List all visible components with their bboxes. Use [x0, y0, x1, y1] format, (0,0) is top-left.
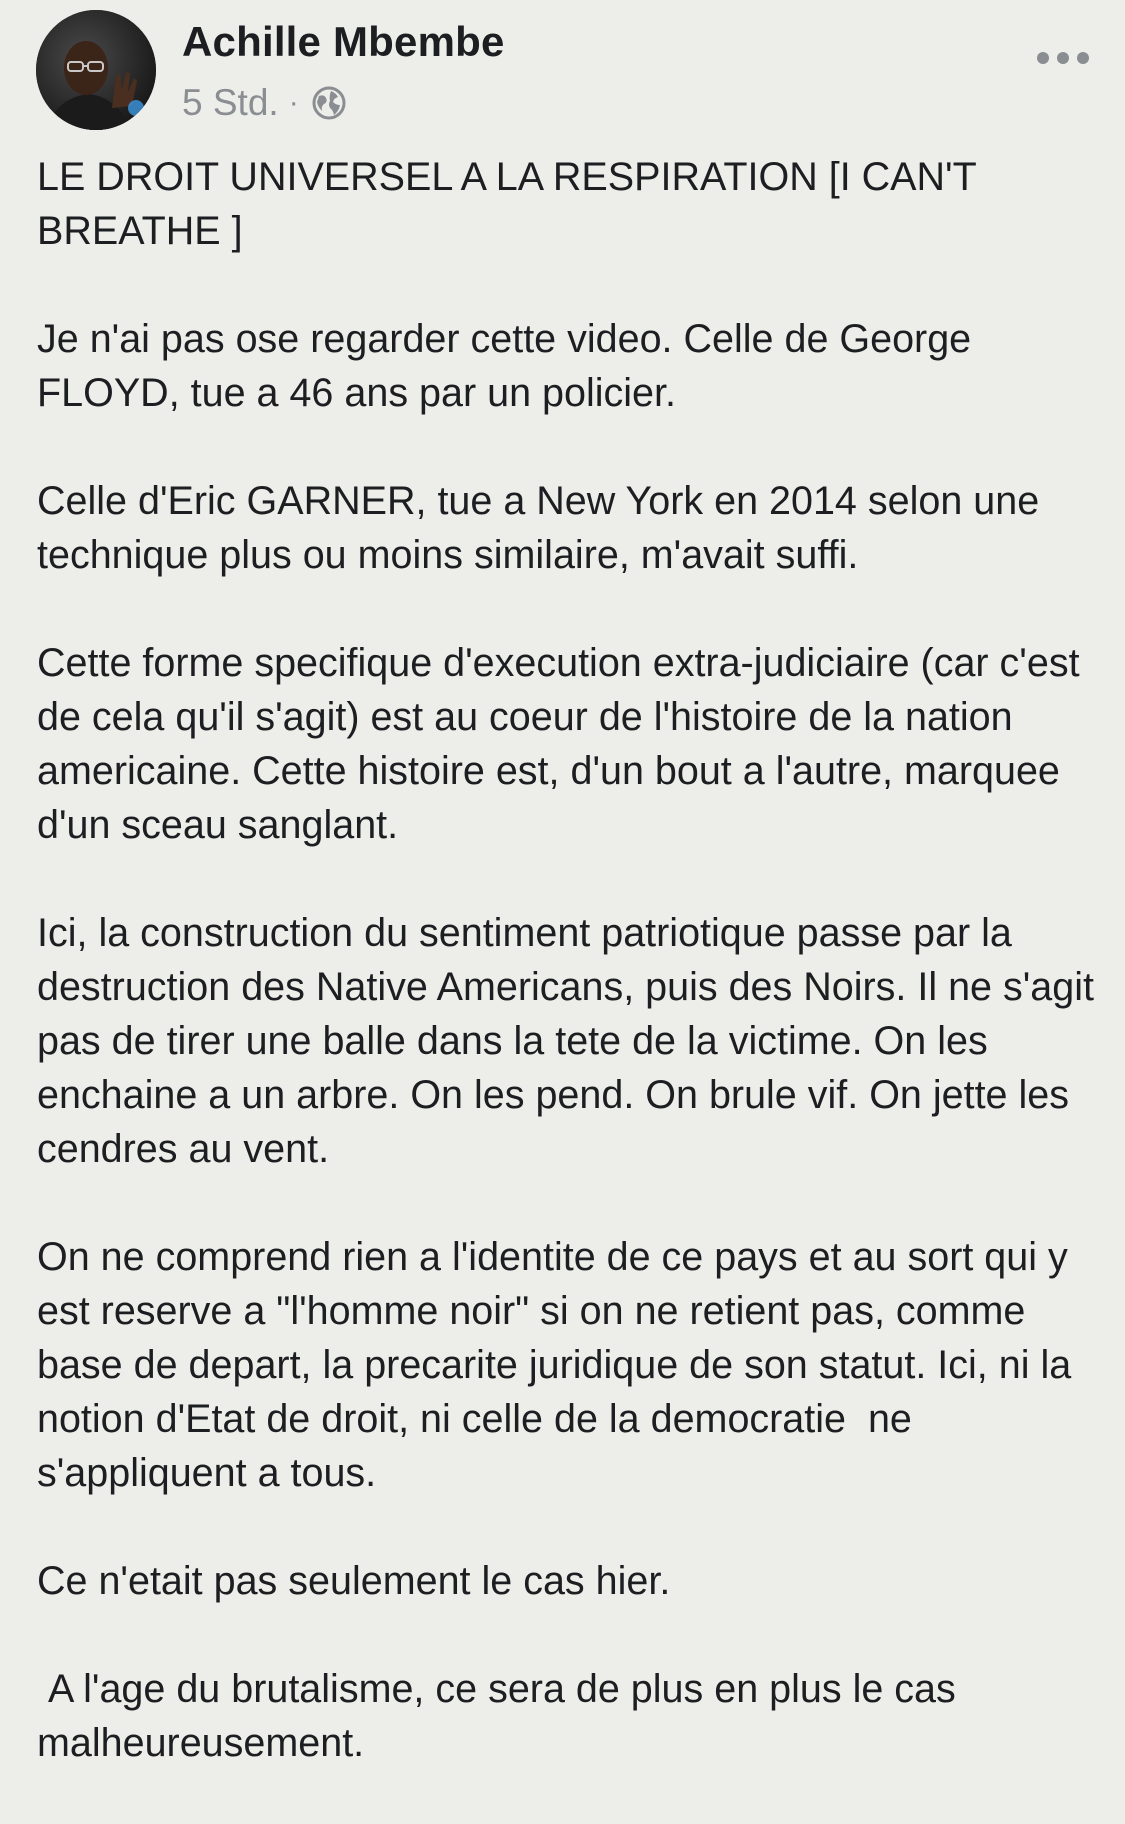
post-paragraph: Ce n'etait pas seulement le cas hier.	[37, 1559, 671, 1603]
author-avatar[interactable]	[36, 10, 156, 130]
author-name[interactable]: Achille Mbembe	[182, 18, 505, 65]
meta-separator: ·	[288, 86, 299, 119]
post-paragraph: Je n'ai pas ose regarder cette video. Celle de George FLOYD, tue a 46 ans par un policier.	[37, 317, 983, 415]
post-timestamp[interactable]: 5 Std.	[182, 82, 279, 123]
avatar-photo	[36, 10, 156, 130]
post-paragraph: LE DROIT UNIVERSEL A LA RESPIRATION [I CAN'T BREATHE ]	[37, 155, 987, 253]
globe-icon	[311, 85, 347, 121]
post-header	[36, 10, 1089, 130]
post-paragraph: Cette forme specifique d'execution extra-judiciaire (car c'est de cela qu'il s'agit) est au coeur de l'histoire de la nation americaine. Cette histoire est, d'un bout a l'autre, marquee d'un sceau sanglant.	[37, 641, 1091, 847]
post-meta	[182, 82, 347, 124]
post-paragraph: On ne comprend rien a l'identite de ce pays et au sort qui y est reserve a "l'homme noir" si on ne retient pas, comme base de depart, la precarite juridique de son statut. Ici, ni la notion d'Etat de droit, ni celle de la democratie ne s'appliquent a tous.	[37, 1235, 1083, 1495]
more-options-icon[interactable]	[1037, 38, 1089, 78]
post-paragraph: Ici, la construction du sentiment patriotique passe par la destruction des Native Americans, puis des Noirs. Il ne s'agit pas de tirer une balle dans la tete de la victime. On les enchaine a un arbre. On les pend. On brule vif. On jette les cendres au vent.	[37, 911, 1105, 1171]
post-paragraph: A l'age du brutalisme, ce sera de plus en plus le cas malheureusement.	[37, 1667, 967, 1765]
post-body	[37, 150, 1105, 1824]
post-paragraph: Celle d'Eric GARNER, tue a New York en 2014 selon une technique plus ou moins similaire, m'avait suffi.	[37, 479, 1051, 577]
